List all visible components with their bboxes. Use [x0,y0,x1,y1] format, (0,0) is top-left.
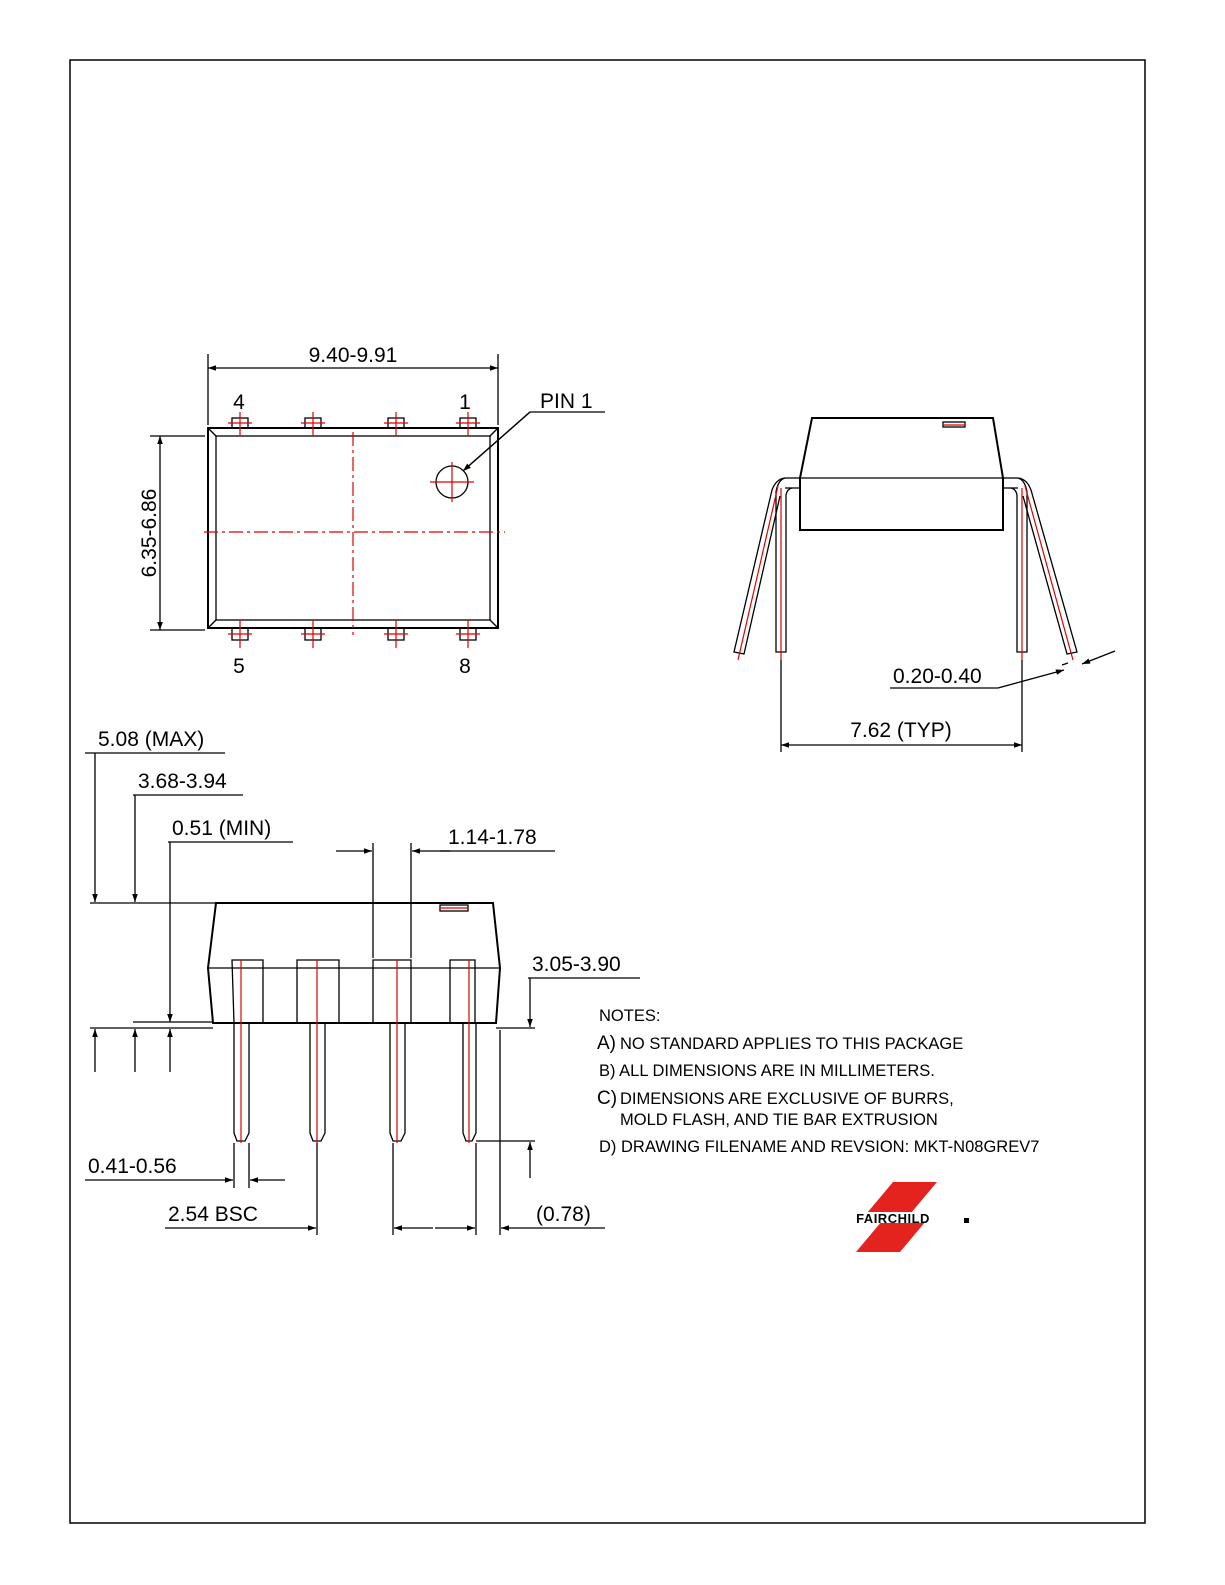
note-c-line2: MOLD FLASH, AND TIE BAR EXTRUSION [620,1111,938,1129]
lead-thickness-arrow-out [1082,651,1115,664]
end-offset-dim: (0.78) [536,1203,591,1226]
note-d: D) DRAWING FILENAME AND REVSION: MKT-N08GREV7 [599,1138,1040,1156]
end-view [734,418,1115,752]
pin-number-5: 5 [233,655,245,678]
logo-text: FAIRCHILD [856,1211,930,1226]
note-a: NO STANDARD APPLIES TO THIS PACKAGE [620,1035,964,1053]
pin-number-4: 4 [233,391,245,414]
row-spacing-dim: 7.62 (TYP) [850,719,952,742]
side-view-leads [232,960,476,1143]
shoulder-width-dim: 1.14-1.78 [448,826,537,849]
body-height-dim: 3.68-3.94 [138,770,227,793]
pitch-dim: 2.54 BSC [168,1203,258,1226]
pin-1-leader [463,412,530,471]
note-a-prefix: A) [597,1033,616,1054]
sheet-border [70,60,1145,1523]
notes-heading: NOTES: [599,1007,661,1025]
fairchild-logo [822,1182,969,1252]
overall-height-dim: 5.08 (MAX) [98,728,205,751]
top-view [138,344,605,678]
top-height-dim: 6.35-6.86 [138,488,161,578]
top-pin-stubs [228,412,480,648]
lead-thickness-dim: 0.20-0.40 [893,665,982,688]
side-view-body [208,903,500,1023]
note-c-line1: DIMENSIONS ARE EXCLUSIVE OF BURRS, [620,1090,954,1108]
note-b: B) ALL DIMENSIONS ARE IN MILLIMETERS. [599,1062,935,1080]
lead-length-dim: 3.05-3.90 [532,953,621,976]
lead-width-dim: 0.41-0.56 [88,1155,177,1178]
pin-number-1: 1 [459,391,471,414]
notes-block [597,1007,1039,1156]
top-width-dim: 9.40-9.91 [308,344,398,367]
pin-number-8: 8 [459,655,471,678]
logo-stripe-top [867,1182,937,1213]
standoff-dim: 0.51 (MIN) [172,817,272,840]
note-c-prefix: C) [597,1088,618,1109]
side-view [85,728,640,1235]
lead-thickness-arrow-in [998,670,1064,688]
end-view-body [800,418,1003,530]
pin-1-label: PIN 1 [540,390,593,413]
